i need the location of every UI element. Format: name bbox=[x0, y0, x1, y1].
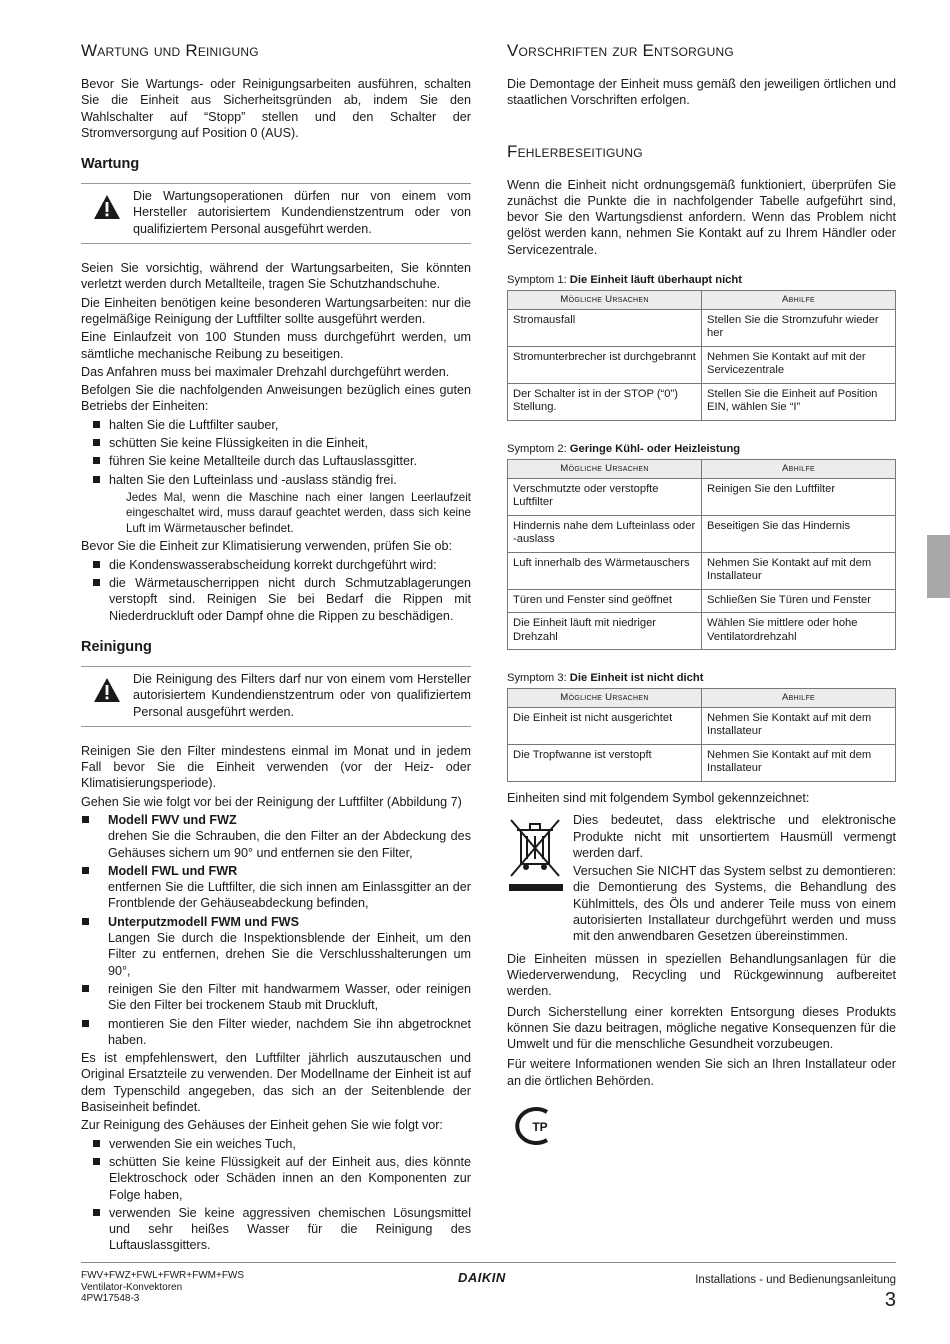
footer-doc-id: 4PW17548-3 bbox=[81, 1293, 140, 1304]
symptom-label: Symptom 3: bbox=[507, 672, 567, 685]
cell-cause: Hindernis nahe dem Lufteinlass oder -auslass bbox=[508, 515, 702, 552]
list-item: führen Sie keine Metallteile durch das Luftauslassgitter. bbox=[109, 453, 471, 469]
paragraph: Einheiten sind mit folgendem Symbol gekennzeichnet: bbox=[507, 790, 810, 805]
warning-box-wartung bbox=[81, 183, 471, 244]
list-item: schütten Sie keine Flüssigkeit auf der Einheit aus, dies könnte Elektroschock oder Schäden innen an den Komponenten zur Folge haben, bbox=[109, 1154, 471, 1202]
footer-divider bbox=[81, 1262, 896, 1263]
cell-cause: Stromausfall bbox=[508, 309, 702, 346]
list-item: verwenden Sie ein weiches Tuch, bbox=[109, 1136, 471, 1152]
section-tab-marker bbox=[927, 535, 950, 598]
list-item: reinigen Sie den Filter mit handwarmem Wasser, oder reinigen Sie den Filter bei trockenem Staub mit Druckluft, bbox=[108, 981, 471, 1013]
list-item: die Wärmetauscherrippen nicht durch Schmutzablagerungen verstopft sind. Reinigen Sie bei Bedarf die Rippen mit Niederdruckluft oder Dampf ohne die Rippen zu beschädigen. bbox=[109, 576, 471, 623]
paragraph: Seien Sie vorsichtig, während der Wartungsarbeiten, Sie könnten verletzt werden durch Metallteile, tragen Sie Schutzhandschuhe. bbox=[81, 261, 471, 292]
paragraph: Es ist empfehlenswert, den Luftfilter jährlich auszutauschen und Original Ersatzteile zu verwenden. Der Modellname der Einheit ist auf dem Typenschild angegeben, das sich an der Seitenblende der Basiseinheit befindet. bbox=[81, 1051, 471, 1115]
paragraph: Bevor Sie die Einheit zur Klimatisierung verwenden, prüfen Sie ob: bbox=[81, 539, 453, 554]
table-row bbox=[508, 383, 896, 420]
warning-box-reinigung bbox=[81, 666, 471, 727]
symptom-table-3 bbox=[507, 688, 896, 782]
col-header-cause: Mögliche Ursachen bbox=[508, 689, 702, 708]
cell-cause: Verschmutzte oder verstopfte Luftfilter bbox=[508, 478, 702, 515]
footer-doc-info bbox=[81, 1270, 244, 1305]
table-row bbox=[508, 744, 896, 781]
paragraph: Eine Einlaufzeit von 100 Stunden muss durchgeführt werden, um sämtliche mechanische Reibung zu beseitigen. bbox=[81, 330, 471, 361]
paragraph: Durch Sicherstellung einer korrekten Entsorgung dieses Produkts können Sie dazu beitragen, mögliche negative Konsequenzen für die Umwelt und für die menschliche Gesundheit vorzubeugen. bbox=[507, 1004, 896, 1052]
cell-remedy: Schließen Sie Türen und Fenster bbox=[702, 589, 896, 613]
symptom-title: Die Einheit ist nicht dicht bbox=[569, 672, 704, 685]
warning-text: Die Wartungsoperationen dürfen nur von einem vom Hersteller autorisiertem Kundendienstzentrum oder von qualifiziertem Personal ausgeführt werden. bbox=[133, 189, 471, 236]
table-row bbox=[508, 707, 896, 744]
paragraph: Versuchen Sie NICHT das System selbst zu demontieren: die Demontierung des Systems, die Behandlung des Kühlmittels, des Öls und anderer Teile muss von einem autorisierten Installateur durchgeführt werden und muss mit den anwendbaren Gesetzen übereinstimmen. bbox=[573, 864, 896, 944]
col-header-remedy: Abhilfe bbox=[702, 291, 896, 310]
cell-cause: Luft innerhalb des Wärmetauschers bbox=[508, 552, 702, 589]
symptom-title: Die Einheit läuft überhaupt nicht bbox=[569, 274, 742, 287]
cell-cause: Stromunterbrecher ist durchgebrannt bbox=[508, 346, 702, 383]
symptom-table-2 bbox=[507, 459, 896, 650]
symptom-caption bbox=[507, 272, 896, 288]
warning-icon bbox=[81, 188, 133, 237]
warning-icon bbox=[81, 671, 133, 720]
left-column bbox=[81, 40, 471, 1256]
table-row bbox=[508, 515, 896, 552]
model-item bbox=[108, 914, 471, 979]
section-title-fehlerbeseitigung: Fehlerbeseitigung bbox=[507, 141, 643, 161]
cert-mark-text: TP bbox=[532, 1120, 548, 1135]
table-row bbox=[508, 613, 896, 650]
table-row bbox=[508, 552, 896, 589]
section-title-wartung-reinigung: Wartung und Reinigung bbox=[81, 41, 259, 60]
symptom-label: Symptom 1: bbox=[507, 274, 567, 287]
paragraph: Gehen Sie wie folgt vor bei der Reinigung der Luftfilter (Abbildung 7) bbox=[81, 794, 462, 809]
paragraph: Die Einheiten benötigen keine besonderen Wartungsarbeiten: nur die regelmäßige Reinigung der Luftfilter sollte ausgeführt werden. bbox=[81, 295, 471, 326]
paragraph: Das Anfahren muss bei maximaler Drehzahl durchgeführt werden. bbox=[81, 364, 450, 379]
table-row bbox=[508, 309, 896, 346]
paragraph: Wenn die Einheit nicht ordnungsgemäß funktioniert, überprüfen Sie zunächst die Punkte die in nachfolgender Tabelle aufgeführt sind, bevor Sie den Wartungsdienst anfordern. Wenn das Problem nicht gelöst werden kann, nehmen Sie Kontakt auf zu Ihrem Händler oder Servicezentrale. bbox=[507, 177, 896, 257]
heading-reinigung: Reinigung bbox=[81, 638, 152, 655]
model-title: Modell FWL und FWR bbox=[108, 863, 238, 878]
cell-remedy: Reinigen Sie den Luftfilter bbox=[702, 478, 896, 515]
cell-remedy: Stellen Sie die Stromzufuhr wieder her bbox=[702, 309, 896, 346]
paragraph: Für weitere Informationen wenden Sie sich an Ihren Installateur oder an die örtlichen Behörden. bbox=[507, 1057, 896, 1088]
model-text: entfernen Sie die Luftfilter, die sich innen am Einlassgitter an der Frontblende der Gehäuseabdeckung befinden, bbox=[108, 880, 471, 911]
weee-block bbox=[507, 812, 896, 946]
model-item bbox=[108, 863, 471, 912]
note-heat-exchanger: Jedes Mal, wenn die Maschine nach einer langen Leerlaufzeit eingeschaltet wird, muss darauf geachtet werden, dass sich keine Luft im Wärmetauscher befindet. bbox=[126, 490, 471, 535]
col-header-remedy: Abhilfe bbox=[702, 460, 896, 479]
footer-manual-title: Installations - und Bedienungsanleitung bbox=[695, 1274, 896, 1286]
certification-mark-icon bbox=[507, 1105, 896, 1151]
heading-wartung: Wartung bbox=[81, 156, 140, 173]
intro-paragraph: Bevor Sie Wartungs- oder Reinigungsarbeiten ausführen, schalten Sie die Einheit aus Sicherheitsgründen ab, indem Sie den Wahlschalter auf “Stopp” stellen und den Schalter der Stromversorgung auf Position 0 (AUS). bbox=[81, 77, 471, 140]
paragraph: Zur Reinigung des Gehäuses der Einheit gehen Sie wie folgt vor: bbox=[81, 1118, 443, 1133]
paragraph: Dies bedeutet, dass elektrische und elektronische Produkte nicht mit unsortiertem Hausmüll vermengt werden darf. bbox=[573, 813, 896, 860]
cell-remedy: Nehmen Sie Kontakt auf mit dem Installateur bbox=[702, 707, 896, 744]
list-item: halten Sie den Lufteinlass und -auslass ständig frei. bbox=[109, 472, 471, 488]
model-list bbox=[81, 812, 471, 1048]
cell-remedy: Nehmen Sie Kontakt auf mit dem Installateur bbox=[702, 744, 896, 781]
model-text: Langen Sie durch die Inspektionsblende der Einheit, um den Filter zu entfernen, drehen Sie die Verschlusshalterungen um 90°, bbox=[108, 931, 471, 978]
model-item bbox=[108, 812, 471, 861]
footer-models: FWV+FWZ+FWL+FWR+FWM+FWS bbox=[81, 1270, 245, 1281]
weee-text bbox=[573, 812, 896, 946]
paragraph: Befolgen Sie die nachfolgenden Anweisungen bezüglich eines guten Betriebs der Einheiten: bbox=[81, 383, 471, 414]
cell-cause: Die Einheit läuft mit niedriger Drehzahl bbox=[508, 613, 702, 650]
operation-list bbox=[81, 417, 471, 488]
symptom-caption bbox=[507, 441, 896, 457]
cell-remedy: Beseitigen Sie das Hindernis bbox=[702, 515, 896, 552]
cell-cause: Türen und Fenster sind geöffnet bbox=[508, 589, 702, 613]
cell-cause: Die Tropfwanne ist verstopft bbox=[508, 744, 702, 781]
symptom-title: Geringe Kühl- oder Heizleistung bbox=[569, 442, 741, 455]
table-header-row bbox=[508, 460, 896, 479]
list-item: schütten Sie keine Flüssigkeiten in die Einheit, bbox=[109, 435, 471, 451]
page-number: 3 bbox=[884, 1289, 896, 1311]
symptom-label: Symptom 2: bbox=[507, 442, 567, 455]
cell-remedy: Stellen Sie die Einheit auf Position EIN, wählen Sie “I” bbox=[702, 383, 896, 420]
housing-list bbox=[81, 1136, 471, 1254]
symptom-table-1 bbox=[507, 290, 896, 421]
model-title: Modell FWV und FWZ bbox=[108, 813, 237, 827]
cell-remedy: Nehmen Sie Kontakt auf mit der Servicezentrale bbox=[702, 346, 896, 383]
cell-cause: Der Schalter ist in der STOP (“0”) Stellung. bbox=[508, 383, 702, 420]
paragraph: Die Demontage der Einheit muss gemäß den jeweiligen örtlichen und staatlichen Vorschriften erfolgen. bbox=[507, 77, 896, 108]
right-column bbox=[507, 40, 896, 1151]
table-row bbox=[508, 346, 896, 383]
table-header-row bbox=[508, 689, 896, 708]
section-title-entsorgung: Vorschriften zur Entsorgung bbox=[507, 41, 734, 60]
table-header-row bbox=[508, 291, 896, 310]
daikin-logo: DAIKIN bbox=[458, 1270, 506, 1285]
footer-product: Ventilator-Konvektoren bbox=[81, 1281, 183, 1293]
cell-remedy: Wählen Sie mittlere oder hohe Ventilatordrehzahl bbox=[702, 613, 896, 650]
cell-cause: Die Einheit ist nicht ausgerichtet bbox=[508, 707, 702, 744]
col-header-cause: Mögliche Ursachen bbox=[508, 291, 702, 310]
table-row bbox=[508, 478, 896, 515]
paragraph: Reinigen Sie den Filter mindestens einmal im Monat und in jedem Fall bevor Sie die Einheit verwenden (vor der Heiz- oder Klimatisierungsperiode). bbox=[81, 743, 471, 791]
model-text: drehen Sie die Schrauben, die den Filter an der Abdeckung des Gehäuses sichern um 90° und entfernen sie den Filter, bbox=[108, 829, 471, 860]
table-row bbox=[508, 589, 896, 613]
list-item: montieren Sie den Filter wieder, nachdem Sie ihn abgetrocknet haben. bbox=[108, 1016, 471, 1047]
col-header-cause: Mögliche Ursachen bbox=[508, 460, 702, 479]
cell-remedy: Nehmen Sie Kontakt auf mit dem Installateur bbox=[702, 552, 896, 589]
list-item: die Kondenswasserabscheidung korrekt durchgeführt wird: bbox=[109, 557, 471, 573]
col-header-remedy: Abhilfe bbox=[702, 689, 896, 708]
list-item: verwenden Sie keine aggressiven chemischen Lösungsmittel und sehr heißes Wasser für die Reinigung des Luftauslassgitters. bbox=[109, 1205, 471, 1253]
warning-text: Die Reinigung des Filters darf nur von einem vom Hersteller autorisiertem Kundendienstzentrum oder von qualifiziertem Personal ausgeführt werden. bbox=[133, 671, 471, 719]
check-list bbox=[81, 557, 471, 624]
list-item: halten Sie die Luftfilter sauber, bbox=[109, 417, 471, 433]
model-title: Unterputzmodell FWM und FWS bbox=[108, 914, 299, 929]
symptom-caption bbox=[507, 670, 896, 686]
paragraph: Die Einheiten müssen in speziellen Behandlungsanlagen für die Wiederverwendung, Recycling und Rückgewinnung aufbereitet werden. bbox=[507, 951, 896, 999]
